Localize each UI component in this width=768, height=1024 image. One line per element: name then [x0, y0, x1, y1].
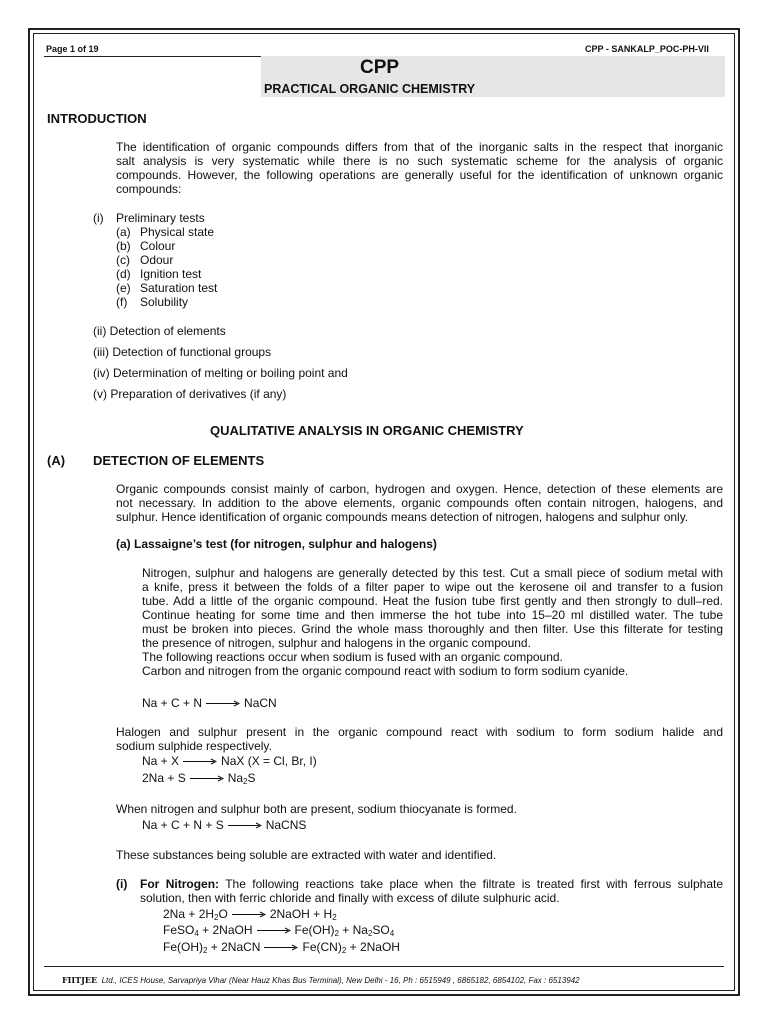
list-item [93, 387, 286, 401]
reaction-arrow-icon [232, 911, 266, 918]
reaction-text: + 2NaOH [198, 923, 253, 937]
equation-products: NaCNS [265, 818, 307, 832]
list-item-label: Preliminary tests [116, 211, 205, 225]
equation-sodium-cyanide [142, 696, 277, 710]
reaction-3 [163, 940, 400, 954]
footer [62, 970, 580, 988]
halogen-line: sodium sulphide respectively. [116, 739, 272, 753]
sub-list-text: Ignition test [140, 267, 202, 281]
reaction-text: O [218, 907, 228, 921]
reaction-arrow-icon [183, 758, 217, 765]
company-logo: FIITJEE [62, 975, 98, 985]
sub-list-text: Physical state [140, 225, 215, 239]
reaction-text: Fe(CN) [302, 940, 342, 954]
reaction-text: + 2NaCN [207, 940, 261, 954]
sub-list-text: Colour [140, 239, 176, 253]
qualitative-heading: QUALITATIVE ANALYSIS IN ORGANIC CHEMISTRY [210, 423, 524, 438]
halogen-paragraph [116, 725, 723, 753]
nitrogen-line-1 [140, 877, 723, 891]
lassaigne-line: Nitrogen, sulphur and halogens are generally detected by this test. Cut a small piece of sodium metal with [142, 566, 723, 580]
reaction-text: SO [372, 923, 390, 937]
page-subtitle: PRACTICAL ORGANIC CHEMISTRY [264, 82, 476, 96]
reaction-arrow-icon [190, 775, 224, 782]
intro-line: compounds. However, the following operations are generally useful for the identification of unknown organic [116, 168, 723, 182]
sub-list-text: Solubility [140, 295, 189, 309]
list-item [93, 366, 348, 380]
footer-rule [44, 966, 724, 967]
list-text: Detection of elements [109, 324, 226, 338]
reaction-arrow-icon [264, 944, 298, 951]
nitrogen-line-2: solution, then with ferric chloride and finally with excess of dilute sulphuric acid. [140, 891, 560, 905]
sub-list-item [116, 295, 217, 309]
list-number: (ii) [93, 324, 107, 338]
subscript: 2 [367, 929, 373, 938]
list-item [93, 324, 226, 338]
sub-list-number: (d) [116, 267, 131, 281]
equation-products: S [247, 771, 256, 785]
sub-list-item [116, 253, 217, 267]
nitrogen-number: (i) [116, 877, 128, 891]
lassaigne-line: tube. Add a little of the organic compound. Heat the fusion tube first gently and then strongly to dull–red. [142, 594, 723, 608]
sub-list-number: (a) [116, 225, 131, 239]
thiocyanate-text: When nitrogen and sulphur both are present, sodium thiocyanate is formed. [116, 802, 517, 816]
nitrogen-label: For Nitrogen: [140, 877, 220, 891]
list-number: (iv) [93, 366, 110, 380]
list-number: (v) [93, 387, 107, 401]
sub-list-number: (b) [116, 239, 131, 253]
section-a-number: (A) [47, 453, 66, 468]
equation-products: NaX (X = Cl, Br, I) [221, 754, 317, 768]
nitrogen-text: The following reactions take place when the filtrate is treated first with ferrous sulphate [225, 877, 724, 891]
halogen-line: Halogen and sulphur present in the organic compound react with sodium to form sodium halide and [116, 725, 723, 739]
equation-reactants: Na + X [142, 754, 180, 768]
sub-list-text: Odour [140, 253, 174, 267]
sub-list-item [116, 225, 217, 239]
list-item [93, 345, 271, 359]
subscript: 2 [214, 913, 219, 922]
lassaigne-line: Continue heating for some time and then immerse the hot tube into 15–20 ml distilled water. The tube [142, 608, 723, 622]
sub-list-item [116, 267, 217, 281]
reaction-1 [163, 907, 337, 921]
section-a-line: sulphur. Hence identification of organic compounds means detection of nitrogen, halogens and sulphur only. [116, 510, 689, 524]
equation-sodium-sulphide [142, 771, 256, 785]
list-text: Detection of functional groups [112, 345, 272, 359]
reaction-text: 2NaOH + H [269, 907, 333, 921]
lassaigne-line: Carbon and nitrogen from the organic compound react with sodium to form sodium cyanide. [142, 664, 629, 678]
document-code: CPP - SANKALP_POC-PH-VII [585, 44, 709, 54]
lassaigne-line: a knife, press it between the folds of a filter paper to wipe out the kerosene oil and transfer to a fusion [142, 580, 723, 594]
section-a-line: Organic compounds consist mainly of carbon, hydrogen and oxygen. Hence, detection of these elements are [116, 482, 723, 496]
reaction-text: + 2NaOH [346, 940, 400, 954]
reaction-text: Fe(OH) [294, 923, 335, 937]
subscript: 2 [203, 946, 208, 955]
intro-paragraph [116, 140, 723, 196]
reaction-text: 2Na + 2H [163, 907, 215, 921]
reaction-text: Fe(OH) [163, 940, 203, 954]
soluble-text: These substances being soluble are extracted with water and identified. [116, 848, 497, 862]
subscript: 4 [194, 929, 199, 938]
sub-list-number: (e) [116, 281, 131, 295]
section-a-paragraph [116, 482, 723, 524]
subscript: 2 [243, 777, 248, 786]
list-number: (iii) [93, 345, 109, 359]
list-text: Determination of melting or boiling point and [113, 366, 348, 380]
list-number: (i) [93, 211, 104, 225]
equation-products: NaCN [244, 696, 277, 710]
lassaigne-line: The following reactions occur when sodium is fused with an organic compound. [142, 650, 563, 664]
page-title: CPP [360, 57, 400, 78]
equation-reactants: 2Na + S [142, 771, 186, 785]
section-a-line: not necessary. In addition to the above elements, organic compounds often contain nitrogen, halogens, and [116, 496, 723, 510]
list-text: Preparation of derivatives (if any) [110, 387, 287, 401]
intro-line: compounds: [116, 182, 182, 196]
sub-list-item [116, 239, 217, 253]
subscript: 2 [334, 929, 339, 938]
intro-line: The identification of organic compounds differs from that of the inorganic salts in the respect that inorganic [116, 140, 723, 154]
reaction-2 [163, 923, 394, 937]
reaction-arrow-icon [257, 927, 291, 934]
equation-thiocyanate [142, 818, 306, 832]
subscript: 2 [332, 913, 337, 922]
equation-sodium-halide [142, 754, 317, 768]
sub-list [116, 225, 217, 309]
sub-list-item [116, 281, 217, 295]
reaction-arrow-icon [206, 700, 240, 707]
lassaigne-line: must be broken into pieces. Grind the whole mass thoroughly and then filter. Use this filterate for testing [142, 622, 723, 636]
lassaigne-heading: (a) Lassaigne’s test (for nitrogen, sulphur and halogens) [116, 537, 437, 551]
subscript: 4 [389, 929, 395, 938]
equation-products: Na [227, 771, 244, 785]
reaction-arrow-icon [228, 822, 262, 829]
equation-reactants: Na + C + N [142, 696, 203, 710]
lassaigne-paragraph [142, 566, 723, 678]
page-number: Page 1 of 19 [46, 44, 99, 54]
subscript: 2 [341, 946, 347, 955]
intro-line: salt analysis is very systematic while there is no such systematic scheme for the analysis of organic [116, 154, 723, 168]
intro-heading: INTRODUCTION [47, 111, 147, 126]
reaction-text: FeSO [163, 923, 195, 937]
footer-address: Ltd., ICES House, Sarvapriya Vihar (Near Hauz Khas Bus Terminal), New Delhi - 16, Ph : 6515949 , 6865182, 6854102, Fax : 6513942 [101, 976, 580, 985]
sub-list-text: Saturation test [140, 281, 218, 295]
section-a-heading: DETECTION OF ELEMENTS [93, 453, 265, 468]
sub-list-number: (c) [116, 253, 130, 267]
lassaigne-line: the presence of nitrogen, sulphur and halogens in the organic compound. [142, 636, 531, 650]
equation-reactants: Na + C + N + S [142, 818, 224, 832]
reaction-text: + Na [338, 923, 368, 937]
sub-list-number: (f) [116, 295, 128, 309]
